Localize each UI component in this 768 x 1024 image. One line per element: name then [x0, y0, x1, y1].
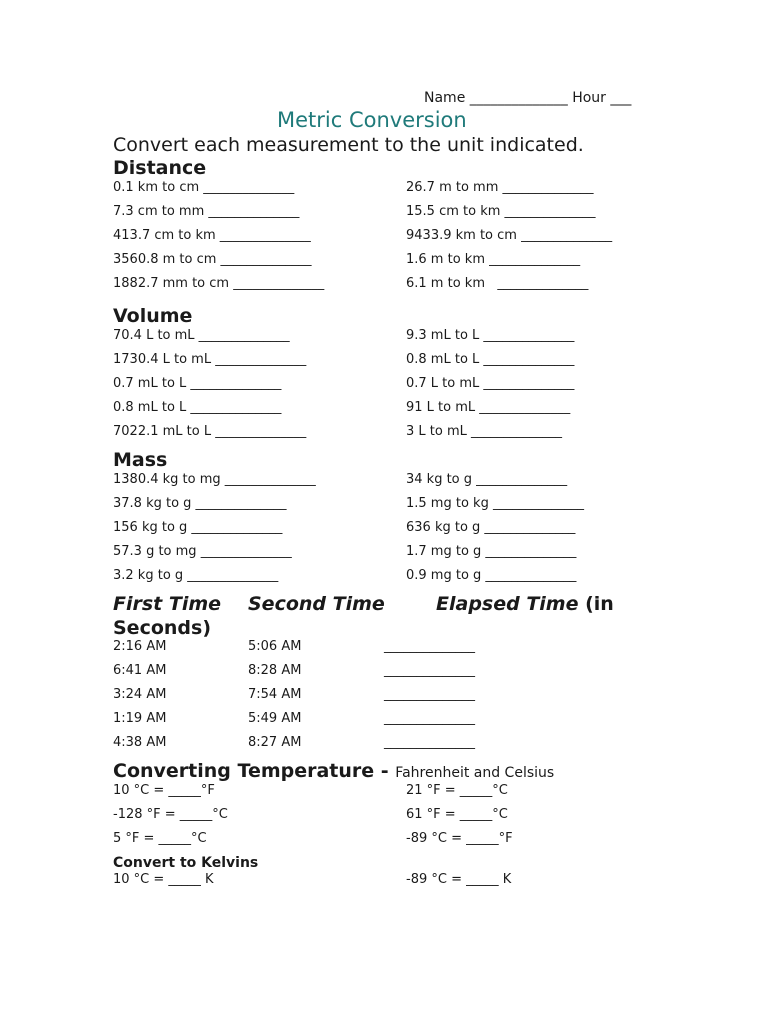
- time-col-second: [248, 593, 385, 615]
- mass-item: 636 kg to g ______________: [406, 520, 576, 535]
- distance-item: 1882.7 mm to cm ______________: [113, 276, 325, 291]
- volume-item: 0.7 L to mL ______________: [406, 376, 575, 391]
- time-first: 6:41 AM: [113, 663, 167, 678]
- time-col-first: [113, 593, 221, 615]
- name-hour-line: Name ______________ Hour ___: [424, 90, 632, 106]
- kelvin-item: 10 °C = _____ K: [113, 872, 214, 887]
- volume-item: 7022.1 mL to L ______________: [113, 424, 307, 439]
- distance-item: 15.5 cm to km ______________: [406, 204, 596, 219]
- distance-item: 26.7 m to mm ______________: [406, 180, 594, 195]
- mass-item: 1380.4 kg to mg ______________: [113, 472, 316, 487]
- time-col-second-label: Second Time: [248, 593, 385, 615]
- time-second: 5:06 AM: [248, 639, 302, 654]
- kelvin-heading: Convert to Kelvins: [113, 855, 259, 871]
- kelvin-item: -89 °C = _____ K: [406, 872, 512, 887]
- temperature-item: 21 °F = _____°C: [406, 783, 508, 798]
- mass-item: 37.8 kg to g ______________: [113, 496, 287, 511]
- volume-item: 0.7 mL to L ______________: [113, 376, 282, 391]
- time-elapsed-blank: ______________: [384, 663, 475, 678]
- temperature-heading-main: Converting Temperature -: [113, 760, 396, 782]
- mass-item: 156 kg to g ______________: [113, 520, 283, 535]
- time-second: 5:49 AM: [248, 711, 302, 726]
- time-first: 3:24 AM: [113, 687, 167, 702]
- time-col-first-label: First Time: [113, 593, 222, 615]
- mass-item: 1.7 mg to g ______________: [406, 544, 577, 559]
- volume-item: 0.8 mL to L ______________: [406, 352, 575, 367]
- time-first: 2:16 AM: [113, 639, 167, 654]
- volume-item: 1730.4 L to mL ______________: [113, 352, 307, 367]
- distance-item: 9433.9 km to cm ______________: [406, 228, 613, 243]
- mass-item: 1.5 mg to kg ______________: [406, 496, 584, 511]
- time-first: 4:38 AM: [113, 735, 167, 750]
- volume-item: 0.8 mL to L ______________: [113, 400, 282, 415]
- time-second: 7:54 AM: [248, 687, 302, 702]
- temperature-item: -89 °C = _____°F: [406, 831, 513, 846]
- mass-item: 34 kg to g ______________: [406, 472, 568, 487]
- time-elapsed-blank: ______________: [384, 687, 475, 702]
- time-elapsed-blank: ______________: [384, 711, 475, 726]
- temperature-heading: [113, 760, 554, 782]
- time-elapsed-blank: ______________: [384, 735, 475, 750]
- volume-item: 3 L to mL ______________: [406, 424, 562, 439]
- mass-item: 3.2 kg to g ______________: [113, 568, 279, 583]
- time-col-seconds: Seconds): [113, 617, 212, 639]
- temperature-item: 10 °C = _____°F: [113, 783, 215, 798]
- mass-heading: Mass: [113, 449, 168, 471]
- distance-heading: Distance: [113, 157, 207, 179]
- time-second: 8:28 AM: [248, 663, 302, 678]
- distance-item: 3560.8 m to cm ______________: [113, 252, 312, 267]
- temperature-item: 5 °F = _____°C: [113, 831, 207, 846]
- temperature-subheading: Fahrenheit and Celsius: [395, 765, 555, 781]
- time-second: 8:27 AM: [248, 735, 302, 750]
- temperature-item: -128 °F = _____°C: [113, 807, 228, 822]
- volume-item: 9.3 mL to L ______________: [406, 328, 575, 343]
- distance-item: 0.1 km to cm ______________: [113, 180, 295, 195]
- distance-item: 413.7 cm to km ______________: [113, 228, 311, 243]
- page-title: Metric Conversion: [277, 108, 467, 132]
- time-col-elapsed: [436, 593, 614, 615]
- temperature-item: 61 °F = _____°C: [406, 807, 508, 822]
- distance-item: 6.1 m to km ______________: [406, 276, 589, 291]
- time-col-elapsed-suffix: (in: [578, 593, 614, 615]
- volume-item: 91 L to mL ______________: [406, 400, 571, 415]
- volume-item: 70.4 L to mL ______________: [113, 328, 290, 343]
- instructions: Convert each measurement to the unit indicated.: [113, 134, 584, 156]
- time-col-elapsed-label: Elapsed Time: [436, 593, 579, 615]
- time-first: 1:19 AM: [113, 711, 167, 726]
- mass-item: 57.3 g to mg ______________: [113, 544, 292, 559]
- mass-item: 0.9 mg to g ______________: [406, 568, 577, 583]
- volume-heading: Volume: [113, 305, 193, 327]
- time-elapsed-blank: ______________: [384, 639, 475, 654]
- distance-item: 1.6 m to km ______________: [406, 252, 581, 267]
- distance-item: 7.3 cm to mm ______________: [113, 204, 300, 219]
